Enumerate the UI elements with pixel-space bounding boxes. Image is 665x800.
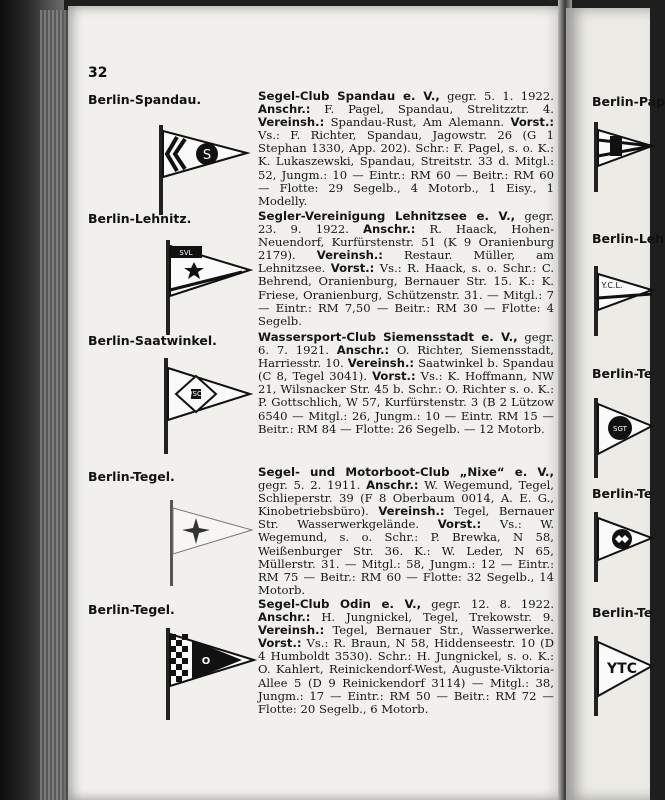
facing-location: Berlin-Te (592, 486, 653, 501)
flag-letter: SVL (179, 249, 193, 257)
field-label: Anschr.: (258, 102, 311, 117)
field-value: Vs.: K. Hoffmann, NW 21, Wilsnacker Str. 45 b. Schr.: O. Richter s. o. K.: P. Gottschlich, W 57, Kurfürstenstr. 3 (B 2 Lützow 6540 — Mitgl.: 26, Jungm.: 10 — Eintr. RM 15 — Beitr.: RM 84 — Flotte: 26 Segelb. — 12 Motorb. (258, 369, 555, 436)
club-entry (258, 466, 554, 597)
facing-pennant-flag (592, 398, 652, 478)
founding-date: gegr. 5. 1. 1922. (439, 89, 554, 103)
facing-pennant-flag (592, 266, 652, 336)
field-value: Restaur. Müller, am Lehnitzsee. (258, 248, 554, 276)
field-label: Anschr.: (258, 610, 311, 625)
field-value: Vs.: W. Wegemund, s. o. Schr.: P. Brewka, N 58, Weißenburger Str. 36. K.: W. Leder, N 65, Müllerstr. 31. — Mitgl.: 58, Jungm.: 12 — Eintr.: RM 75 — Beitr.: RM 60 — Flotte: 32 Segelb., 14 Motorb. (258, 517, 554, 597)
field-value: Vs.: R. Braun, N 58, Hiddenseestr. 10 (D 4 Humboldt 3530). Schr.: H. Jungnickel, s. o. K.: O. Kahlert, Reinickendorf-West, Auguste-Viktoria-Allee 5 (D 9 Reinickendorf 3114) — Mitgl.: 38, Jungm.: 17 — Eintr.: RM 50 — Beitr.: RM 72 — Flotte: 20 Segelb., 6 Motorb. (258, 636, 554, 716)
facing-pennant-flag (592, 122, 652, 192)
field-label: Vereinsh.: (316, 248, 383, 263)
field-label: Vorst.: (330, 261, 375, 276)
flag-letter: Y.C.L. (601, 281, 623, 290)
field-label: Anschr.: (336, 343, 390, 358)
club-pennant-flag (162, 628, 260, 720)
field-label: Vorst.: (510, 115, 555, 130)
entry-location: Berlin-Lehnitz. (88, 211, 192, 226)
club-name: Segel-Club Odin e. V., (258, 597, 422, 611)
founding-date: gegr. 12. 8. 1922. (421, 597, 555, 611)
field-value: Spandau-Rust, Am Alemann. (324, 115, 505, 130)
club-entry (258, 210, 554, 328)
facing-pennant-flag (592, 636, 652, 716)
field-value: W. Wegemund, Tegel, Schlieperstr. 39 (F 8 Oberbaum 0014, A. E. G., Kinobetriebsbüro). (258, 478, 554, 519)
club-name: Segel-Club Spandau e. V., (258, 89, 440, 103)
club-name: Segler-Vereinigung Lehnitzsee e. V., (258, 209, 516, 223)
field-value: Vs.: R. Haack, s. o. Schr.: C. Behrend, Oranienburg, Bernauer Str. 15. K.: K. Friese, Oranienburg, Schützenstr. 31. — Mitgl.: 7 — Eintr.: RM 7,50 — Beitr.: RM 30 — Flotte: 4 Segelb. (258, 261, 555, 328)
field-value: H. Jungnickel, Tegel, Trekowstr. 9. (310, 610, 554, 625)
field-label: Vereinsh.: (258, 623, 325, 638)
field-label: Vorst.: (437, 517, 482, 532)
facing-location: Berlin-Te (592, 605, 653, 620)
field-value: Tegel, Bernauer Str. Wasserwerkgelände. (258, 504, 554, 532)
club-entry (258, 598, 554, 716)
field-label: Anschr.: (366, 478, 419, 493)
field-value: Tegel, Bernauer Str., Wasserwerke. (324, 623, 554, 638)
page-edges (40, 10, 70, 800)
founding-date: gegr. 5. 2. 1911. (258, 478, 361, 493)
flag-letter: YTC (607, 661, 637, 677)
field-label: Vereinsh.: (258, 115, 325, 130)
club-name: Wassersport-Club Siemensstadt e. V., (258, 330, 518, 344)
club-pennant-flag (166, 500, 258, 586)
founding-date: gegr. 23. 9. 1922. (258, 209, 554, 237)
facing-location: Berlin-Pap (592, 94, 665, 109)
field-value: Vs.: F. Richter, Spandau, Jagowstr. 26 (G 1 Stephan 1330, App. 202). Schr.: F. Pagel, s. o. K.: K. Lukaszewski, Spandau, Streitstr. 33 d. Mitgl.: 52, Jungm.: 10 — Eintr.: RM 60 — Beitr.: RM 60 — Flotte: 29 Segelb., 4 Motorb., 1 Eisy., 1 Modelly. (258, 128, 554, 208)
field-value: O. Richter, Siemensstadt, Harriesstr. 10. (258, 343, 554, 371)
field-value: F. Pagel, Spandau, Strelitzztr. 4. (310, 102, 554, 117)
club-name: Segel- und Motorboot-Club „Nixe“ e. V., (258, 465, 554, 479)
field-value: R. Haack, Hohen-Neuendorf, Kurfürstenstr. 51 (K 9 Oranienburg 2179). (258, 222, 555, 263)
field-label: Vereinsh.: (378, 504, 445, 519)
field-label: Vorst.: (372, 369, 416, 384)
facing-pennant-flag (592, 512, 652, 582)
founding-date: gegr. 6. 7. 1921. (258, 330, 554, 358)
flag-letter: SGT (613, 425, 627, 433)
flag-letter: S (202, 148, 212, 163)
club-pennant-flag (162, 240, 257, 335)
entry-location: Berlin-Saatwinkel. (88, 333, 217, 348)
flag-letter: O (201, 656, 211, 667)
club-entry (258, 331, 554, 436)
entry-location: Berlin-Tegel. (88, 469, 175, 484)
facing-location: Berlin-Leh (592, 231, 665, 246)
entry-location: Berlin-Spandau. (88, 92, 202, 107)
club-entry (258, 90, 554, 208)
club-pennant-flag (160, 358, 258, 454)
entry-location: Berlin-Tegel. (88, 602, 175, 617)
field-value: Saatwinkel b. Spandau (C 8, Tegel 3041). (258, 356, 554, 384)
facing-location: Berlin-Te (592, 366, 653, 381)
page-number: 32 (88, 65, 108, 81)
flag-letter: WSCS (185, 390, 207, 398)
field-label: Anschr.: (363, 222, 416, 237)
field-label: Vorst.: (258, 636, 302, 651)
club-pennant-flag (155, 125, 255, 215)
field-label: Vereinsh.: (347, 356, 414, 371)
